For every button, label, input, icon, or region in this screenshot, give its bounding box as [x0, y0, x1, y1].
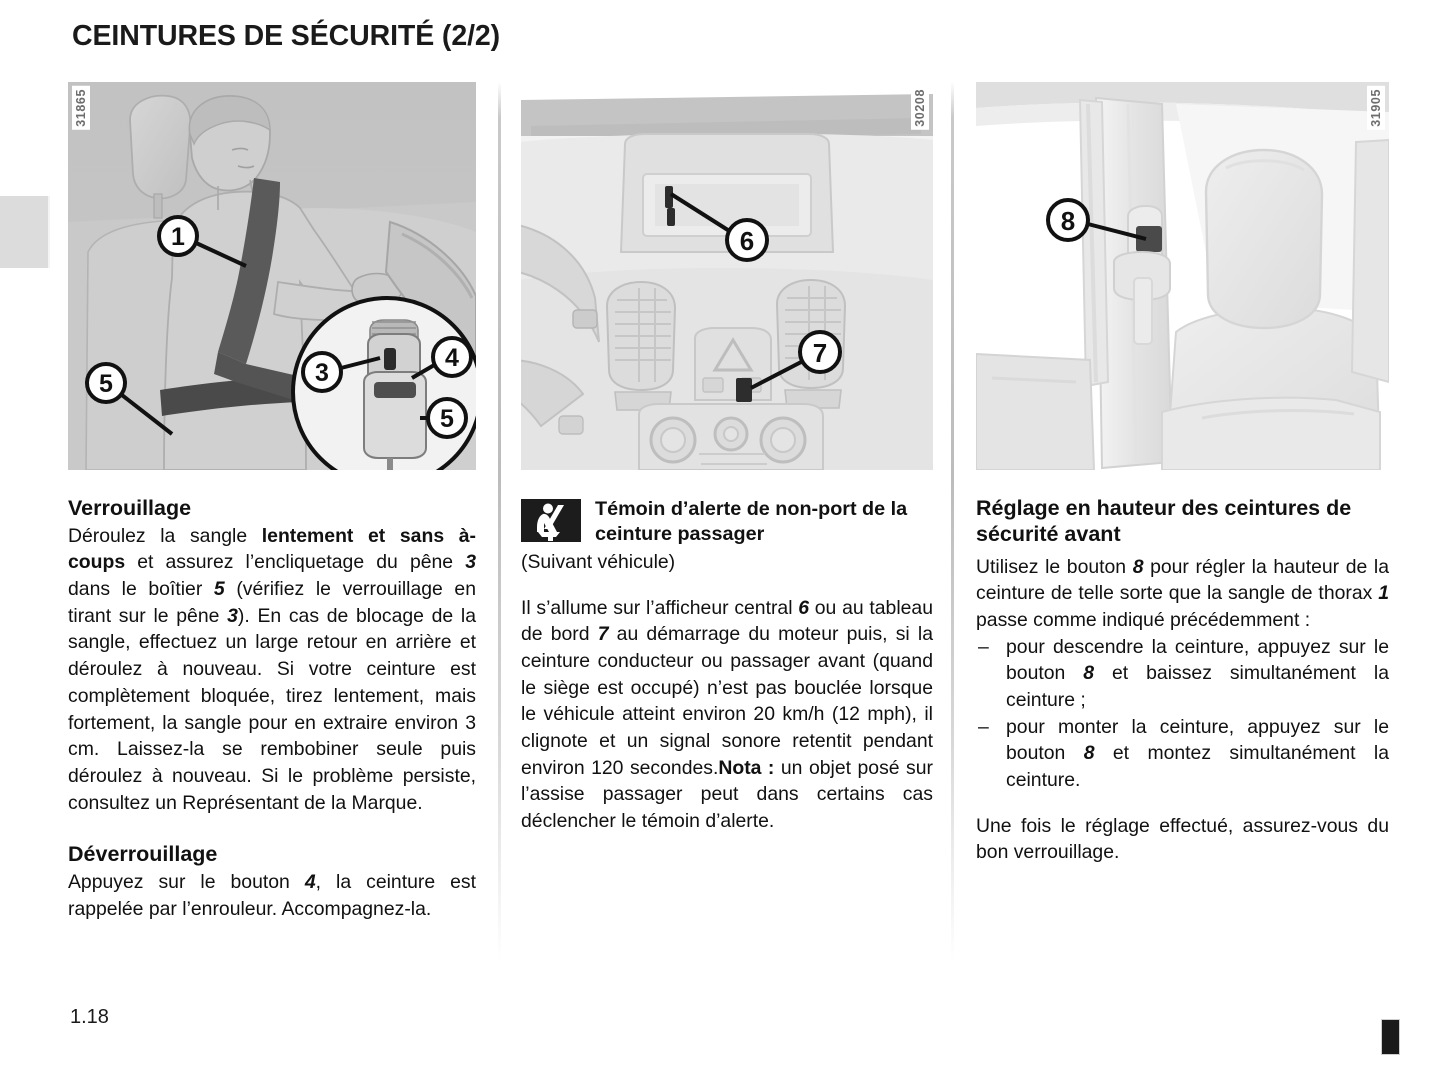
text-run: Il s’allume sur l’afficheur central	[521, 596, 799, 619]
paragraph-reglage-intro	[976, 554, 1389, 634]
ref-number: 8	[1083, 742, 1095, 765]
heading-reglage-hauteur: Réglage en hauteur des ceintures de sécurité avant	[976, 496, 1352, 546]
svg-text:3: 3	[315, 359, 329, 387]
paragraph-verrouillage	[68, 523, 476, 816]
heading-verrouillage: Verrouillage	[68, 496, 192, 520]
paragraph-reglage-outro: Une fois le réglage effectué, assurez-vous du bon verrouillage.	[976, 814, 1389, 864]
text-run: au démarrage du moteur puis, si la ceinture conducteur ou passager avant (quand le siège est occupé) n’est pas bouclée lorsque le véhicule atteint environ 20 km/h (12 mph), il clignote et un signal sonore retentit pendant environ 120 secondes.	[521, 623, 933, 779]
text-run: Déroulez la sangle	[68, 524, 262, 547]
content-columns	[0, 82, 1445, 982]
text-run: passe comme indiqué précédemment :	[976, 608, 1311, 631]
figure-3-graphic	[976, 82, 1389, 470]
svg-text:7: 7	[812, 338, 828, 368]
text-run: et baissez simultanément la ceinture ;	[1006, 662, 1389, 711]
ref-number: 8	[1083, 662, 1095, 685]
svg-text:6: 6	[739, 226, 755, 256]
dashboard-illustration	[521, 82, 933, 470]
list-item	[976, 714, 1389, 794]
text-run: ou au tableau de bord	[521, 596, 933, 646]
text-run: et assurez l’encliquetage du pêne	[125, 551, 466, 574]
text-run: pour régler la hauteur de la ceinture de telle sorte que la sangle de thorax	[976, 555, 1389, 605]
warning-indicator-title: Témoin d’alerte de non-port de la ceinture passager	[595, 498, 908, 545]
b-pillar-height-adjuster-illustration	[976, 82, 1389, 470]
text-run: un objet posé sur l’assise passager peut dans certains cas déclencher le témoin d’alerte.	[521, 756, 933, 832]
figure-1-graphic	[68, 82, 476, 470]
bullet-dash: –	[978, 635, 989, 658]
text-run: pour monter la ceinture, appuyez sur le bouton	[1006, 715, 1389, 765]
figure-2-graphic	[521, 82, 933, 470]
ref-number: 8	[1132, 555, 1144, 578]
warning-indicator-header	[521, 496, 933, 547]
text-bold: lentement et sans à-coups	[68, 524, 476, 574]
ref-number: 4	[304, 870, 316, 893]
paragraph-deverrouillage	[68, 869, 476, 922]
page-number: 1.18	[70, 1006, 109, 1028]
text-run: dans le boîtier	[68, 578, 214, 601]
text-run: pour descendre la ceinture, appuyez sur le bouton	[1006, 635, 1389, 685]
ref-number: 1	[1378, 582, 1389, 605]
ref-number: 5	[213, 578, 225, 601]
ref-number: 7	[597, 623, 609, 646]
text-run: et montez simultanément la ceinture.	[1006, 742, 1389, 791]
column-divider-2	[951, 82, 954, 962]
reglage-bullet-list	[976, 634, 1389, 794]
column-1	[68, 82, 476, 922]
column-divider-1	[498, 82, 501, 962]
svg-text:8: 8	[1060, 206, 1076, 236]
paragraph-warning-behaviour	[521, 595, 933, 835]
text-run: , la ceinture est rappelée par l’enrouleur. Accompagnez-la.	[68, 870, 476, 920]
heading-deverrouillage: Déverrouillage	[68, 842, 218, 867]
svg-text:5: 5	[440, 405, 454, 433]
text-run: Utilisez le bouton	[976, 555, 1133, 578]
ref-number: 3	[465, 551, 476, 574]
figure-code-2: 30208	[911, 86, 929, 130]
warning-subtitle: (Suivant véhicule)	[521, 550, 676, 573]
column-3	[976, 82, 1389, 866]
text-run: (vérifiez le verrouillage en tirant sur le pêne	[68, 578, 476, 627]
text-run: Appuyez sur le bouton	[68, 870, 305, 893]
page-corner-marker	[1381, 1019, 1400, 1055]
page-title: CEINTURES DE SÉCURITÉ (2/2)	[72, 20, 501, 52]
bullet-dash: –	[978, 715, 989, 738]
figure-code-1: 31865	[72, 86, 90, 130]
figure-code-3: 31905	[1367, 86, 1385, 130]
ref-number: 3	[227, 604, 238, 627]
svg-text:5: 5	[99, 370, 113, 398]
ref-number: 6	[798, 596, 810, 619]
column-2	[521, 82, 933, 835]
list-item	[976, 634, 1389, 714]
nota-label: Nota :	[718, 756, 775, 779]
svg-text:4: 4	[445, 344, 459, 372]
seatbelt-warning-icon	[521, 499, 581, 542]
seatbelt-warning-glyph	[521, 499, 581, 542]
driver-seatbelt-illustration	[68, 82, 476, 470]
svg-text:1: 1	[171, 223, 185, 251]
text-run: ). En cas de blocage de la sangle, effectuez un large retour en arrière et déroulez à nouveau. Si votre ceinture est complètement bloquée, tirez lentement, mais fortement, la sangle pour en extraire environ 3 cm. Laissez-la se rembobiner seule puis déroulez à nouveau. Si le problème persiste, consultez un Représentant de la Marque.	[68, 604, 476, 814]
